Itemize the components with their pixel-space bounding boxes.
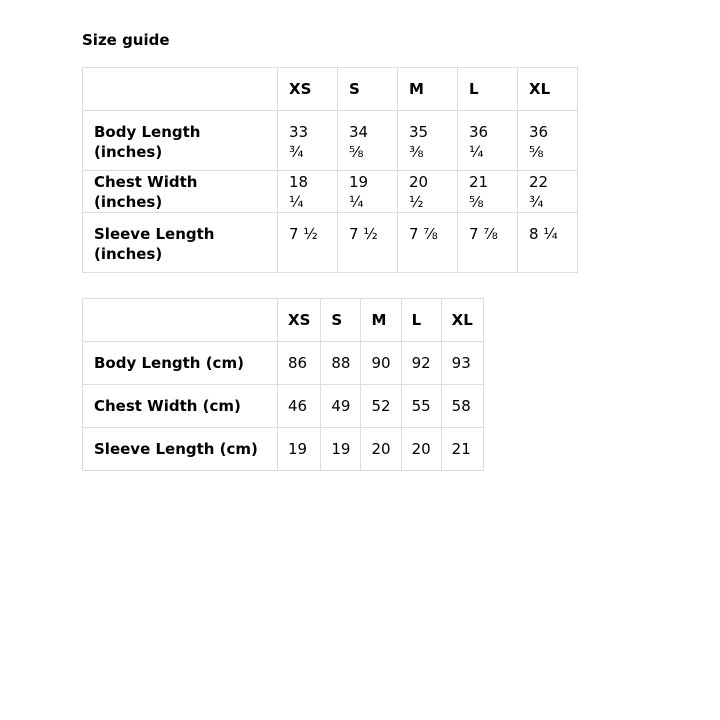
table-cell: 52 — [361, 385, 401, 428]
table-cell: 35 ⅜ — [398, 111, 458, 171]
column-header: M — [398, 68, 458, 111]
column-header: XL — [441, 299, 483, 342]
table-cell: 19 — [278, 428, 321, 471]
table-cell: 7 ½ — [278, 213, 338, 273]
row-header: Body Length (inches) — [83, 111, 278, 171]
table-cell: 7 ⅞ — [458, 213, 518, 273]
table-cell: 7 ½ — [338, 213, 398, 273]
table-corner-cell — [83, 299, 278, 342]
page-title: Size guide — [82, 31, 170, 49]
table-row — [83, 342, 484, 385]
table-cell: 90 — [361, 342, 401, 385]
table-cell: 86 — [278, 342, 321, 385]
table-cell: 8 ¼ — [518, 213, 578, 273]
table-cell: 18 ¼ — [278, 171, 338, 213]
table-cell: 92 — [401, 342, 441, 385]
table-cell: 22 ¾ — [518, 171, 578, 213]
table-corner-cell — [83, 68, 278, 111]
table-row — [83, 385, 484, 428]
column-header: S — [338, 68, 398, 111]
table-cell: 36 ⅝ — [518, 111, 578, 171]
size-table-cm — [82, 298, 484, 471]
table-row — [83, 171, 578, 213]
row-header: Sleeve Length (cm) — [83, 428, 278, 471]
size-table-inches — [82, 67, 578, 273]
table-cell: 33 ¾ — [278, 111, 338, 171]
table-cell: 7 ⅞ — [398, 213, 458, 273]
table-cell: 20 ½ — [398, 171, 458, 213]
table-cell: 21 ⅝ — [458, 171, 518, 213]
column-header: S — [321, 299, 361, 342]
table-header-row — [83, 68, 578, 111]
row-header: Chest Width (inches) — [83, 171, 278, 213]
column-header: XL — [518, 68, 578, 111]
table-cell: 58 — [441, 385, 483, 428]
table-cell: 46 — [278, 385, 321, 428]
table-cell: 93 — [441, 342, 483, 385]
table-cell: 19 ¼ — [338, 171, 398, 213]
row-header: Body Length (cm) — [83, 342, 278, 385]
column-header: L — [458, 68, 518, 111]
column-header: L — [401, 299, 441, 342]
table-header-row — [83, 299, 484, 342]
table-row — [83, 428, 484, 471]
table-cell: 88 — [321, 342, 361, 385]
table-cell: 49 — [321, 385, 361, 428]
table-cell: 19 — [321, 428, 361, 471]
table-cell: 20 — [401, 428, 441, 471]
table-cell: 55 — [401, 385, 441, 428]
table-row — [83, 111, 578, 171]
row-header: Chest Width (cm) — [83, 385, 278, 428]
column-header: M — [361, 299, 401, 342]
row-header: Sleeve Length (inches) — [83, 213, 278, 273]
table-row — [83, 213, 578, 273]
table-cell: 20 — [361, 428, 401, 471]
table-cell: 36 ¼ — [458, 111, 518, 171]
column-header: XS — [278, 299, 321, 342]
table-cell: 21 — [441, 428, 483, 471]
column-header: XS — [278, 68, 338, 111]
table-cell: 34 ⅝ — [338, 111, 398, 171]
